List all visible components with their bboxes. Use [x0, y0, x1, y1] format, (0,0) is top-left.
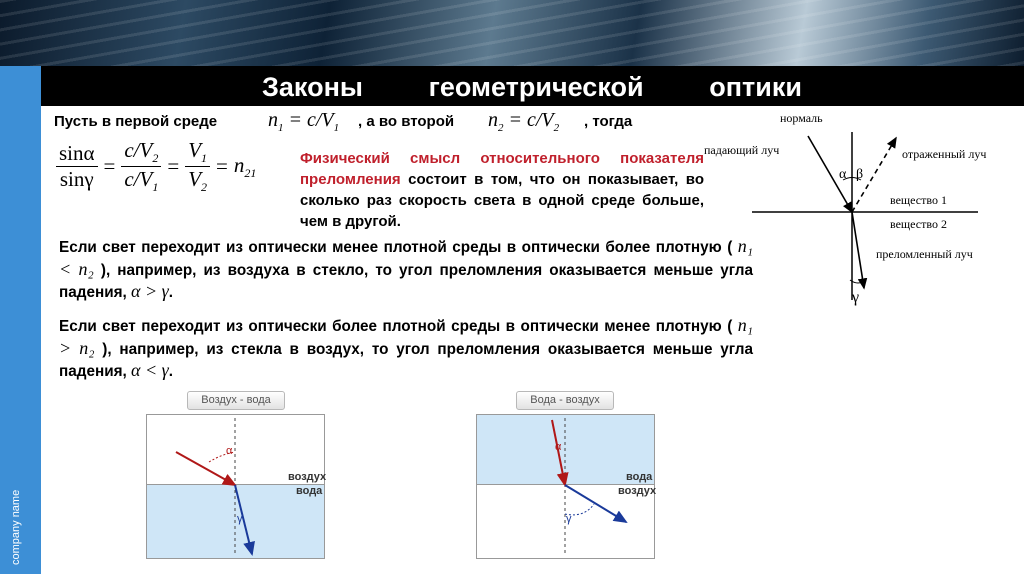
label-incident: падающий луч	[704, 143, 780, 157]
formula-n1: $n_1 = c/V_1$	[268, 109, 340, 134]
title-word-2: геометрической	[428, 72, 644, 102]
label-medium1: вещество 1	[890, 193, 947, 207]
right-alpha: α	[555, 441, 562, 453]
ratio-formula: $\frac{\sin\alpha}{\sin\gamma}$ = $\frac{c/V_2}{c/V_1}$ = $\frac{V_1}{V_2}$ = $n_{21}$	[56, 138, 256, 195]
v-fraction: $\frac{V_1}{V_2}$	[185, 138, 210, 195]
title-word-1: Законы	[262, 72, 363, 102]
ineq-1: n₁ < n₂	[59, 236, 754, 279]
right-bottom-medium: воздух	[618, 485, 656, 497]
symbol-beta: β	[856, 167, 864, 182]
label-normal: нормаль	[780, 111, 823, 125]
intro-text-3: , тогда	[584, 113, 633, 130]
meaning-highlight: Физический смысл относительного показателя преломления	[300, 150, 704, 188]
cv-fraction: $\frac{c/V_2}{c/V_1}$	[121, 138, 161, 195]
n21-symbol: $n_{21}$	[233, 152, 257, 180]
intro-text-1: Пусть в первой среде	[54, 113, 218, 130]
panel-air-water	[146, 414, 326, 560]
panel-water-air	[476, 414, 656, 560]
sin-fraction: $\frac{\sin\alpha}{\sin\gamma}$	[56, 141, 98, 192]
banner-texture	[0, 0, 1024, 66]
right-gamma: γ	[566, 513, 572, 525]
formula-n2: $n_2 = c/V_2$	[488, 109, 560, 134]
left-bottom-medium: вода	[296, 485, 323, 497]
title-word-3: оптики	[709, 72, 802, 102]
physical-meaning	[300, 148, 704, 232]
paragraph-less-to-more-dense: Если свет переходит из оптически менее плотной среды в оптически более плотную ( n₁ < n₂ ), например, из воздуха в стекло, то угол преломления оказывается меньше угла падения, α > γ.	[59, 236, 754, 301]
symbol-gamma: γ	[852, 289, 860, 306]
angle-1: α > γ	[131, 281, 169, 301]
right-top-medium: вода	[626, 471, 653, 483]
left-gamma: γ	[237, 513, 243, 525]
header-banner	[0, 0, 1024, 66]
symbol-alpha: α	[839, 167, 847, 182]
refracted-ray	[852, 212, 864, 288]
label-refracted: преломленный луч	[876, 247, 973, 261]
panel-right-label: Вода - воздух	[516, 391, 614, 410]
angle-2: α < γ	[131, 360, 169, 380]
refraction-diagram	[700, 110, 1024, 320]
meaning-rest: состоит в том, что он показывает, во сколько раз скорость света в одной среде больше, чем в другой.	[300, 171, 704, 230]
company-name: company name	[10, 489, 22, 565]
label-medium2: вещество 2	[890, 217, 947, 231]
paragraph-more-to-less-dense: Если свет переходит из оптически более плотной среды в оптически менее плотную ( n₁ > n₂ ), например, из стекла в воздух, то угол преломления оказывается меньше угла падения, α < γ.	[59, 315, 754, 380]
label-reflected: отраженный луч	[902, 147, 987, 161]
left-alpha: α	[226, 445, 233, 457]
ineq-2: n₁ > n₂	[59, 315, 754, 358]
panel-left-label: Воздух - вода	[187, 391, 285, 410]
page-title	[262, 72, 802, 103]
left-top-medium: воздух	[288, 471, 326, 483]
intro-text-2: , а во второй	[358, 113, 455, 130]
